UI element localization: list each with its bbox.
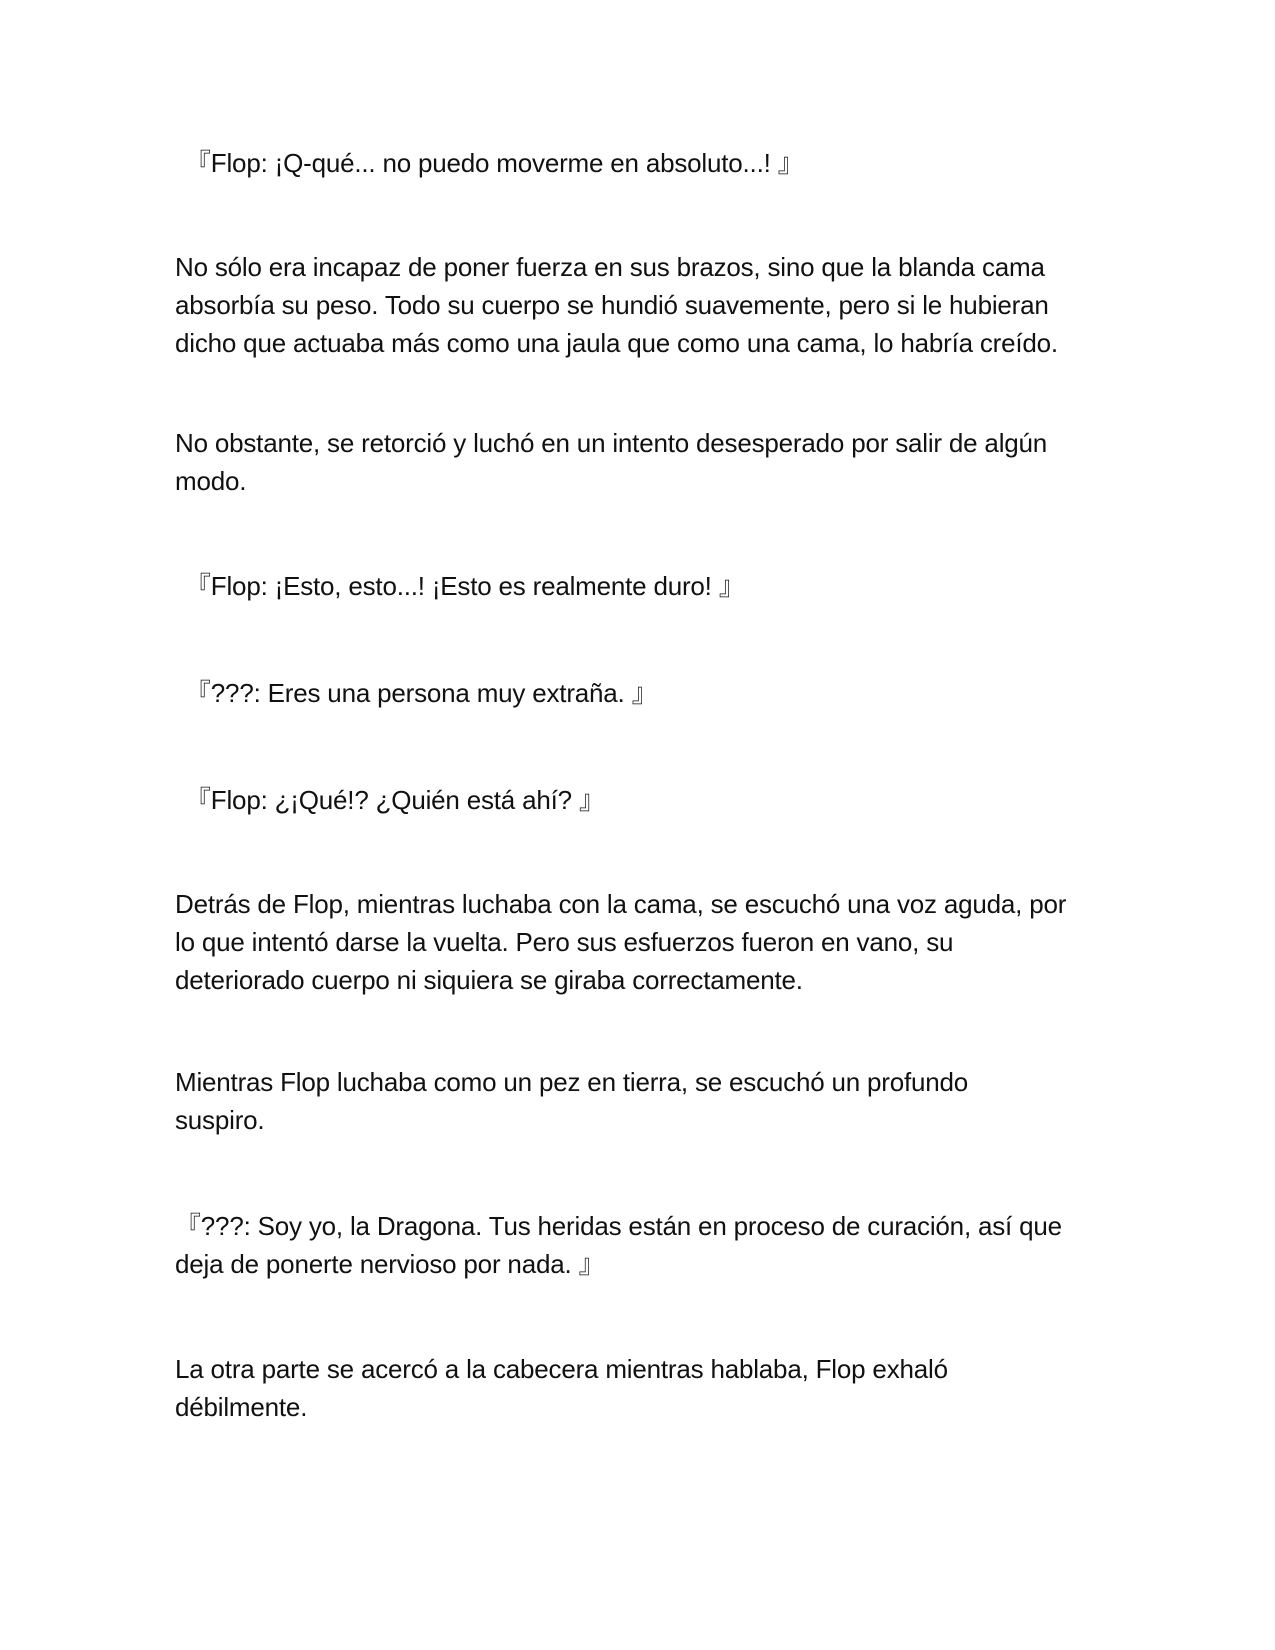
dialogue-line: 『Flop: ¡Esto, esto...! ¡Esto es realmente duro! 』 [185,571,745,601]
dialogue-line: 『Flop: ¿¡Qué!? ¿Quién está ahí? 』 [185,785,605,815]
narration-paragraph: Mientras Flop luchaba como un pez en tierra, se escuchó un profundo suspiro. [175,1067,969,1135]
narration-paragraph: No sólo era incapaz de poner fuerza en sus brazos, sino que la blanda cama absorbía su peso. Todo su cuerpo se hundió suavemente, pero si le hubieran dicho que actuaba más como una jaula que como una cama, lo habría creído. [175,252,1058,358]
dialogue-line: 『Flop: ¡Q-qué... no puedo moverme en absoluto...! 』 [185,148,804,178]
narration-paragraph: No obstante, se retorció y luchó en un intento desesperado por salir de algún modo. [175,428,1048,496]
dialogue-line: 『???: Eres una persona muy extraña. 』 [185,678,658,708]
narration-paragraph: La otra parte se acercó a la cabecera mientras hablaba, Flop exhaló débilmente. [175,1354,948,1422]
narration-paragraph: Detrás de Flop, mientras luchaba con la cama, se escuchó una voz aguda, por lo que intentó darse la vuelta. Pero sus esfuerzos fueron en vano, su deteriorado cuerpo ni siquiera se giraba correctamente. [175,889,1067,995]
dialogue-paragraph: 『???: Soy yo, la Dragona. Tus heridas están en proceso de curación, así que deja de ponerte nervioso por nada. 』 [175,1211,1062,1279]
